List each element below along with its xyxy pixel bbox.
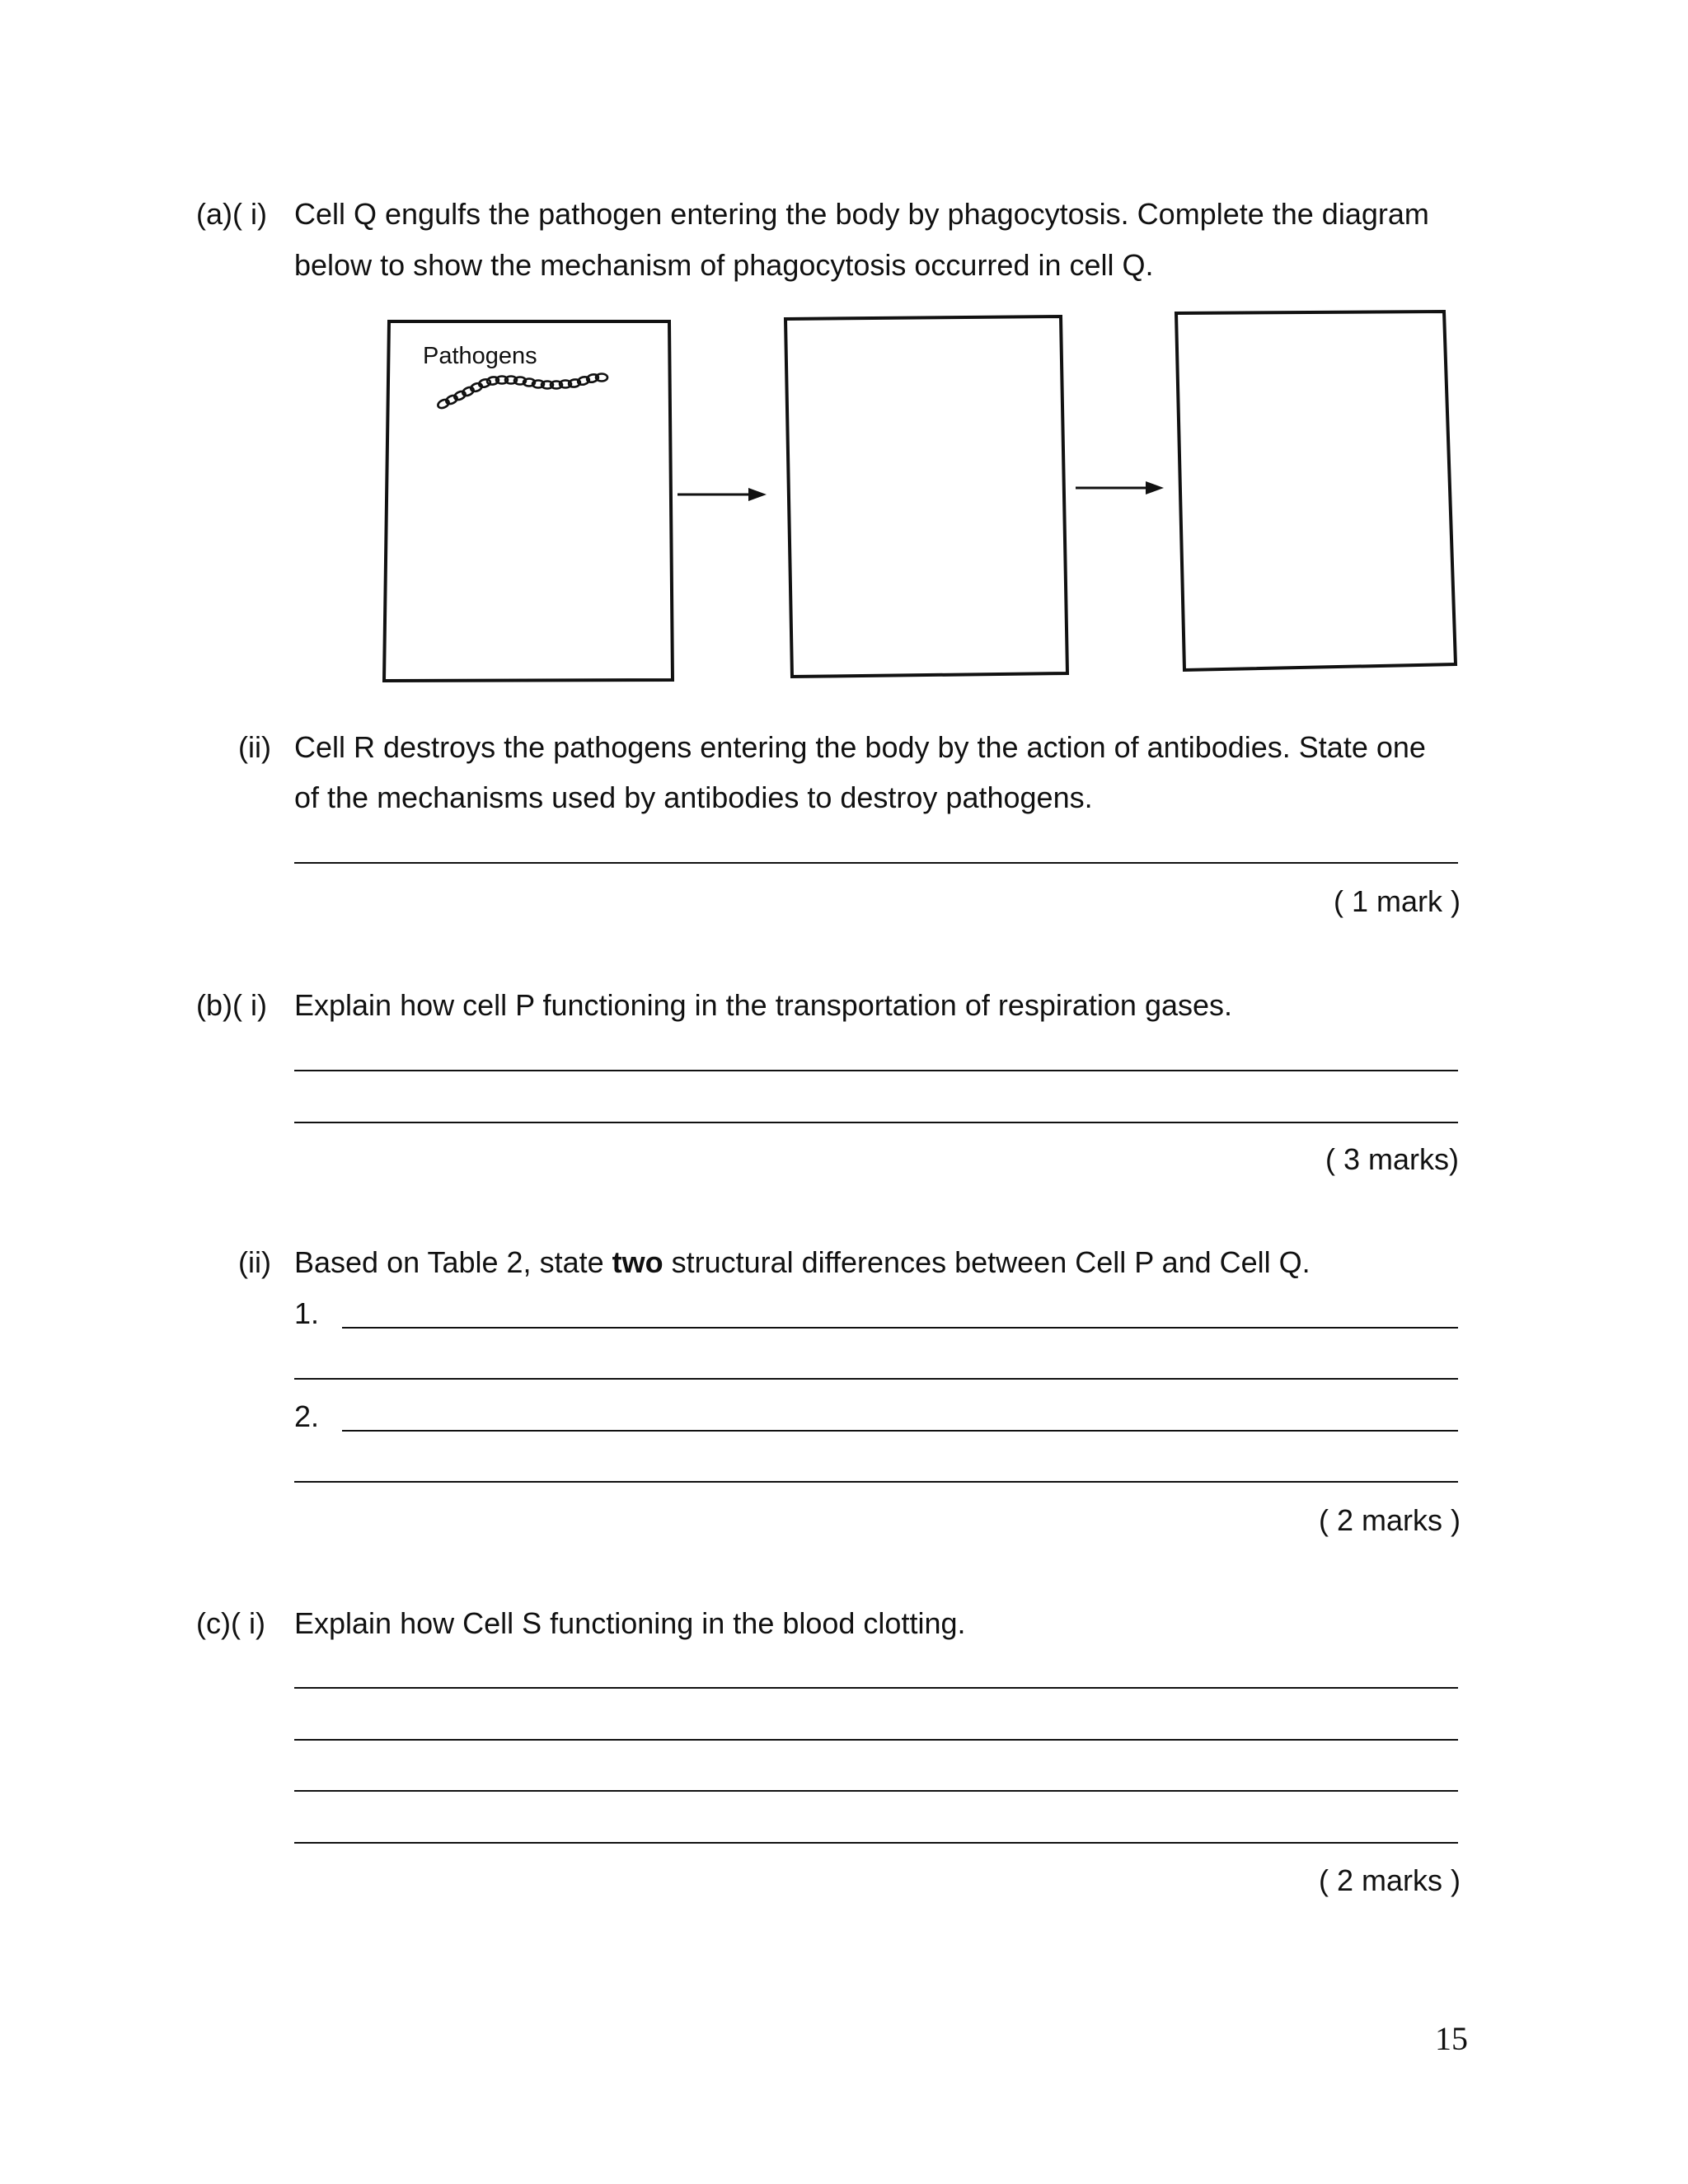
arrow-1 [678,488,767,501]
question-b-i-label: (b)( i) [196,988,267,1022]
arrow-2 [1076,481,1164,494]
pathogen-chain-icon [437,373,607,410]
question-b-i-line1: Explain how cell P functioning in the transportation of respiration gases. [294,988,1233,1022]
answer-line[interactable] [294,1687,1458,1689]
question-a-ii-label: (ii) [238,730,271,764]
diagram-box-2 [785,316,1067,677]
question-a-ii-line2: of the mechanisms used by antibodies to destroy pathogens. [294,780,1093,814]
diagram-pathogens-label: Pathogens [423,343,537,369]
answer-line[interactable] [294,1122,1458,1123]
question-b-i-marks: ( 3 marks) [1325,1142,1459,1176]
diagram-box-3 [1176,312,1456,670]
answer-line[interactable] [342,1430,1458,1432]
question-b-ii-marks: ( 2 marks ) [1318,1503,1461,1537]
answer-line[interactable] [294,1790,1458,1792]
question-c-i-label: (c)( i) [196,1606,265,1640]
question-b-ii-post: structural differences between Cell P and Cell Q. [663,1245,1311,1279]
answer-line[interactable] [294,1739,1458,1741]
question-b-ii-bold: two [612,1245,663,1279]
question-c-i-line1: Explain how Cell S functioning in the blood clotting. [294,1606,966,1640]
answer-line[interactable] [294,862,1458,864]
item-2-number: 2. [294,1399,320,1433]
page-number: 15 [1435,2020,1468,2057]
answer-line[interactable] [294,1842,1458,1844]
question-b-ii-pre: Based on Table 2, state [294,1245,612,1279]
answer-line[interactable] [342,1327,1458,1329]
answer-line[interactable] [294,1481,1458,1483]
question-a-i-label: (a)( i) [196,197,267,231]
question-a-ii-marks: ( 1 mark ) [1333,884,1461,918]
answer-line[interactable] [294,1378,1458,1380]
question-b-ii-label: (ii) [238,1245,271,1279]
question-a-i-line1: Cell Q engulfs the pathogen entering the body by phagocytosis. Complete the diagram [294,197,1429,231]
question-b-ii-text [294,1244,1311,1281]
question-c-i-marks: ( 2 marks ) [1318,1863,1461,1897]
diagram-box-1 [384,321,673,681]
item-1-number: 1. [294,1296,320,1330]
question-a-i-line2: below to show the mechanism of phagocytosis occurred in cell Q. [294,248,1154,282]
answer-line[interactable] [294,1070,1458,1071]
question-a-ii-line1: Cell R destroys the pathogens entering the body by the action of antibodies. State one [294,730,1426,764]
